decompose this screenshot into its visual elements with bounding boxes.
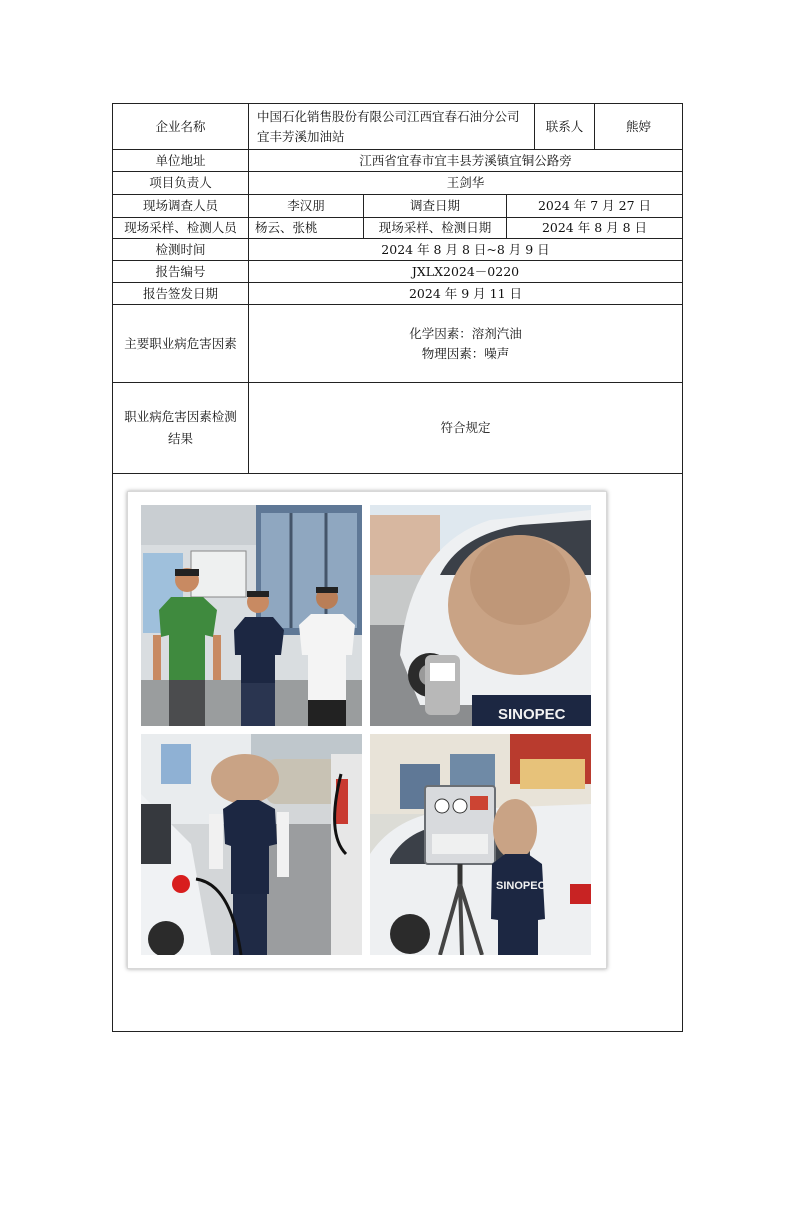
test-result-label: 职业病危害因素检测结果 [113, 383, 249, 474]
sampling-date-value: 2024 年 8 月 8 日 [507, 218, 683, 239]
photo-noise-measurement [370, 505, 591, 726]
survey-staff-value: 李汉朋 [249, 195, 364, 218]
contact-value: 熊婷 [595, 104, 683, 150]
company-name-label: 企业名称 [113, 104, 249, 150]
report-number-label: 报告编号 [113, 261, 249, 283]
hazard-physical: 物理因素：噪声 [421, 345, 510, 361]
sampling-staff-label: 现场采样、检测人员 [113, 218, 249, 239]
photo-section [113, 474, 683, 1032]
project-lead-label: 项目负责人 [113, 172, 249, 195]
hazard-factors-value [249, 305, 683, 383]
company-name-value: 中国石化销售股份有限公司江西宜春石油分公司宜丰芳溪加油站 [249, 104, 535, 150]
report-number-value: JXLX2024－0220 [249, 261, 683, 283]
test-time-value: 2024 年 8 月 8 日~8 月 9 日 [249, 239, 683, 261]
project-lead-value: 王剑华 [249, 172, 683, 195]
photo-collage [127, 491, 607, 969]
address-value: 江西省宜春市宜丰县芳溪镇宜铜公路旁 [249, 150, 683, 172]
test-result-value: 符合规定 [249, 383, 683, 474]
contact-label: 联系人 [535, 104, 595, 150]
photo-refueling-sampling [141, 734, 362, 955]
survey-date-value: 2024 年 7 月 27 日 [507, 195, 683, 218]
shirt-text-1: SINOPEC [498, 706, 566, 723]
shirt-text-2: SINOPEC [496, 880, 546, 892]
test-time-label: 检测时间 [113, 239, 249, 261]
issue-date-label: 报告签发日期 [113, 283, 249, 305]
hazard-factors-label: 主要职业病危害因素 [113, 305, 249, 383]
sampling-staff-value: 杨云、张桃 [249, 218, 364, 239]
photo-staff-group [141, 505, 362, 726]
hazard-chemical: 化学因素：溶剂汽油 [409, 325, 522, 341]
issue-date-value: 2024 年 9 月 11 日 [249, 283, 683, 305]
sampling-date-label: 现场采样、检测日期 [364, 218, 507, 239]
photo-sampling-device [370, 734, 591, 955]
report-form-table [112, 103, 683, 1032]
survey-date-label: 调查日期 [364, 195, 507, 218]
address-label: 单位地址 [113, 150, 249, 172]
survey-staff-label: 现场调查人员 [113, 195, 249, 218]
